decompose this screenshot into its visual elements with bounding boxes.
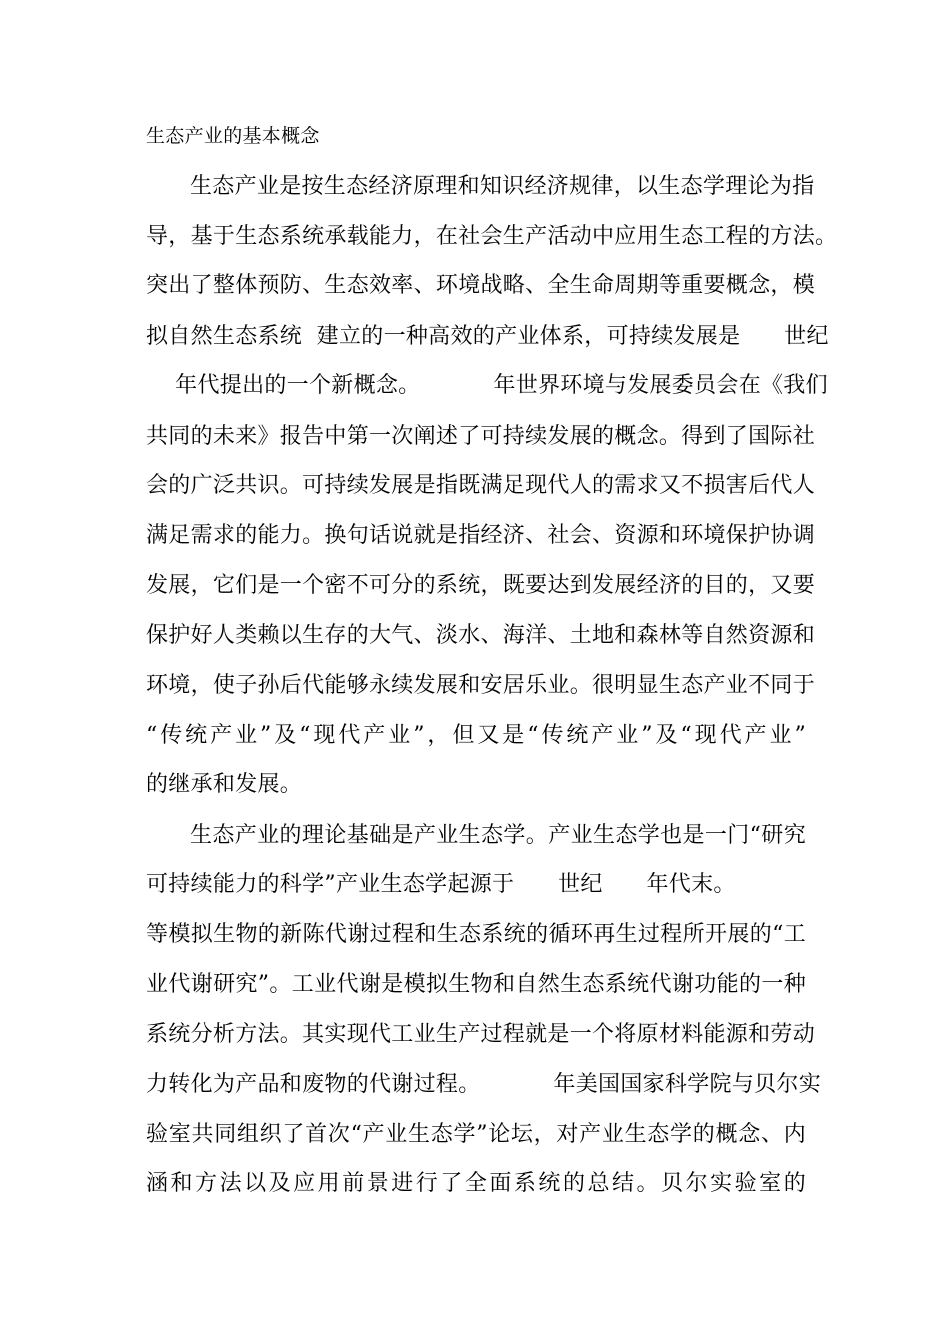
paragraph-line: 等模拟生物的新陈代谢过程和生态系统的循环再生过程所开展的“工 (146, 922, 806, 947)
paragraph-line: 共同的未来》报告中第一次阐述了可持续发展的概念。得到了国际社 (146, 424, 816, 449)
paragraph-line: 年代提出的一个新概念。 年世界环境与发展委员会在《我们 (146, 373, 828, 398)
paragraph-line: 生态产业的理论基础是产业生态学。产业生态学也是一门“研究 (190, 823, 806, 848)
paragraph-line: 突出了整体预防、生态效率、环境战略、全生命周期等重要概念，模 (146, 273, 816, 298)
paragraph-line: 会的广泛共识。可持续发展是指既满足现代人的需求又不损害后代人 (146, 473, 816, 498)
document-title: 生态产业的基本概念 (146, 125, 320, 147)
paragraph-line: 发展，它们是一个密不可分的系统，既要达到发展经济的目的，又要 (146, 573, 816, 598)
paragraph-line: 拟自然生态系统 建立的一种高效的产业体系，可持续发展是 世纪 (146, 324, 829, 349)
paragraph-line: 业代谢研究”。工业代谢是模拟生物和自然生态系统代谢功能的一种 (146, 972, 806, 997)
paragraph-line: 环境，使子孙后代能够永续发展和安居乐业。很明显生态产业不同于 (146, 673, 816, 698)
paragraph-line: 保护好人类赖以生存的大气、淡水、海洋、土地和森林等自然资源和 (146, 623, 816, 648)
paragraph-line: 验室共同组织了首次“产业生态学”论坛，对产业生态学的概念、内 (146, 1122, 806, 1147)
paragraph-line: 力转化为产品和废物的代谢过程。 年美国国家科学院与贝尔实 (146, 1072, 822, 1097)
paragraph-line: 涵和方法以及应用前景进行了全面系统的总结。贝尔实验室的 (146, 1171, 806, 1196)
paragraph-line: 可持续能力的科学”产业生态学起源于 世纪 年代末。 (146, 872, 736, 897)
paragraph-line: “传统产业”及“现代产业”，但又是“传统产业”及“现代产业” (146, 723, 806, 748)
paragraph-line: 满足需求的能力。换句话说就是指经济、社会、资源和环境保护协调 (146, 523, 816, 548)
paragraph-line: 系统分析方法。其实现代工业生产过程就是一个将原材料能源和劳动 (146, 1022, 816, 1047)
paragraph-line: 导，基于生态系统承载能力，在社会生产活动中应用生态工程的方法。 (146, 224, 838, 249)
paragraph-line: 生态产业是按生态经济原理和知识经济规律，以生态学理论为指 (190, 174, 815, 199)
paragraph-line: 的继承和发展。 (146, 772, 303, 797)
